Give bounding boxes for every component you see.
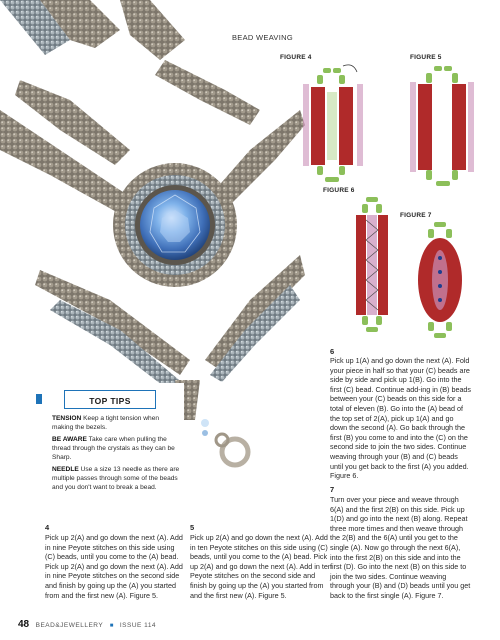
tip-be-aware <box>52 436 180 462</box>
tip-tension <box>52 415 180 433</box>
tip-needle <box>52 466 180 492</box>
magazine-name: BEAD&JEWELLERY <box>35 622 104 629</box>
tip-text: Use a size 13 needle as there are multiple passes through some of the beads and you don't want to break a bead. <box>52 466 180 491</box>
tip-label: BE AWARE <box>52 436 87 443</box>
top-tips-accent <box>36 394 42 404</box>
tip-text: Take care when pulling the thread through the crystals as they can be Sharp. <box>52 436 175 461</box>
step-5-text: Pick up 2(A) and go down the next (A). Add in ten Peyote stitches on this side using (C) beads, until you come to the (A) bead. Pick up 2(A) and go down the next (A). Add in ten Peyote stitches on the second side and finish by going up the (A) you started from and the first new (A). Figure 5. <box>190 533 332 600</box>
tip-label: NEEDLE <box>52 466 79 473</box>
step-4-number: 4 <box>45 523 50 532</box>
figure-4-label: FIGURE 4 <box>280 54 312 61</box>
page-number: 48 <box>18 619 30 630</box>
figure-5-diagram <box>408 62 478 190</box>
step-6-number: 6 <box>330 347 335 356</box>
step-6-text: Pick up 1(A) and go down the next (A). Fold your piece in half so that your (C) beads are side by side and pick up 1(B). Go into the first (C) bead. Continue add-ing in (B) beads between your (C) beads on this side for a total of eleven (B). Go into the (A) bead of the top set of 2(A), pick up 1(A) and go down the second (A). Go back through the first (B) you come to and into the (C) on the second side to join the two sides. Continue weaving through your (B) and (C) beads until you get back to the first (A) you added. Figure 6. <box>330 356 472 481</box>
tip-label: TENSION <box>52 415 82 422</box>
step-7-number: 7 <box>330 485 335 494</box>
tip-text: Keep a tight tension when making the bezels. <box>52 415 160 431</box>
figure-7-diagram <box>410 220 470 342</box>
figure-7-label: FIGURE 7 <box>400 212 432 219</box>
step-4-text: Pick up 2(A) and go down the next (A). Add in nine Peyote stitches on this side using (C) beads, until you come to the (A) bead. Pick up 2(A) and go down the next (A). Add in nine Peyote stitches on the second side and finish by going up the (A) you started from and the first new (A). Figure 5. <box>45 533 183 600</box>
figure-6-diagram <box>352 195 392 335</box>
top-tips-title: TOP TIPS <box>89 396 131 406</box>
separator-dot: ■ <box>109 623 114 629</box>
step-7-text: Turn over your piece and weave through 6(A) and the first 2(B) on this side. Pick up 1(D) and go into the next (B) along. Repeat three more times and then weave through the 2(B) and the 6(A) until you get to the single (A). Now go through the next 6(A), into the first 2(B) on this side and into the first (D). Go into the next (B) on this side to join the two sides. Continue weaving through your (B) and (D) beads until you get back to the first single (A). Figure 7. <box>330 495 471 600</box>
page-footer <box>18 619 156 630</box>
figure-4-diagram <box>295 62 375 190</box>
figure-6-label: FIGURE 6 <box>323 187 355 194</box>
issue-number: ISSUE 114 <box>119 622 157 629</box>
figure-5-label: FIGURE 5 <box>410 54 442 61</box>
top-tips-title-box <box>64 390 156 409</box>
section-header: BEAD WEAVING <box>232 33 293 42</box>
step-5-number: 5 <box>190 523 195 532</box>
